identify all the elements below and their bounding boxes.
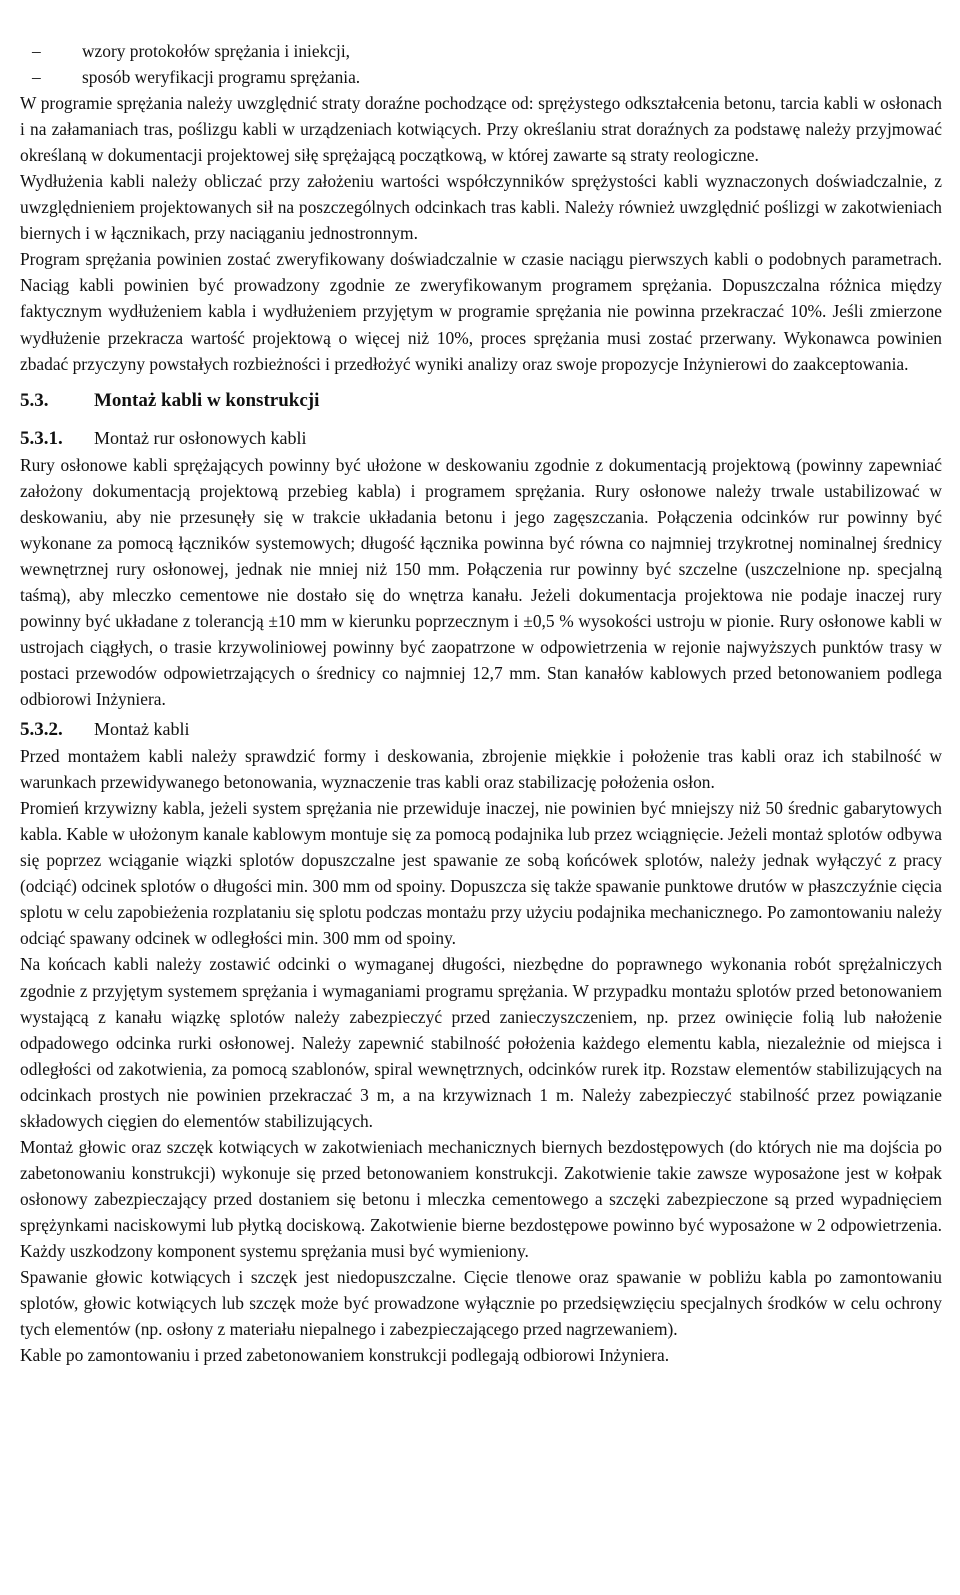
subsection-heading-5-3-2	[20, 716, 942, 743]
bullet-dash-icon: –	[32, 67, 41, 88]
section-number: 5.3.	[20, 389, 49, 411]
bullet-item	[20, 38, 942, 64]
bullet-text: sposób weryfikacji programu sprężania.	[82, 67, 361, 88]
bullet-text: wzory protokołów sprężania i iniekcji,	[82, 41, 351, 61]
paragraph-anchor-heads: Montaż głowic oraz szczęk kotwiących w zakotwieniach mechanicznych biernych bezdostępowych (do których nie ma dojścia po zabetonowaniu konstrukcji) wykonuje się przed betonowaniem konstrukcji. Zakotwienie takie zawsze wyposażone jest w kołpak osłonowy zabezpieczający przed dostaniem się betonu i mleczka cementowego a szczęki zabezpieczone są przed wypadnięciem sprężynkami naciskowymi lub płytką dociskową. Zakotwienie bierne bezdostępowe powinno być wyposażone w 2 odpowietrzenia. Każdy uszkodzony komponent systemu sprężania musi być wymieniony.	[20, 1136, 942, 1261]
subsection-title: Montaż kabli	[94, 719, 190, 740]
paragraph-pre-installation: Przed montażem kabli należy sprawdzić formy i deskowania, zbrojenie miękkie i położenie tras kabli oraz ich stabilność w warunkach przewidywanego betonowania, wyznaczenie tras kabli oraz stabilizację położenia osłon.	[20, 746, 942, 793]
bullet-dash-icon: –	[32, 41, 41, 61]
paragraph-curvature: Promień krzywizny kabla, jeżeli system sprężania nie przewiduje inaczej, nie powinien być mniejszy niż 50 średnic gabarytowych kabla. Kable w ułożonym kanale kablowym montuje się za pomocą podajnika lub przez wciągnięcie. Jeżeli montaż splotów odbywa się poprzez wciąganie wiązki splotów dopuszczalne jest spawanie ze sobą końcówek splotów, należy jednak wyłączyć z pracy (odciąć) odcinek splotów o długości min. 300 mm od spoiny. Dopuszcza się także spawanie punktowe drutów w płaszczyźnie cięcia splotu w celu zapobieżenia rozplataniu się splotu podczas montażu przy użyciu podajnika mechanicznego. Po zamontowaniu należy odciąć spawany odcinek w odległości min. 300 mm od spoiny.	[20, 798, 942, 949]
subsection-title: Montaż rur osłonowych kabli	[94, 427, 307, 448]
section-title: Montaż kabli w konstrukcji	[94, 389, 320, 411]
paragraph-welding: Spawanie głowic kotwiących i szczęk jest niedopuszczalne. Cięcie tlenowe oraz spawanie w pobliżu kabla po zamontowaniu splotów, głowic kotwiących lub szczęk może być prowadzone wyłącznie po przedsięwzięciu specjalnych środków w celu ochrony tych elementów (np. osłony z materiału niepalnego i zabezpieczającego przed nagrzewaniem).	[20, 1267, 942, 1340]
bullet-list	[20, 38, 942, 90]
bullet-item	[20, 64, 942, 90]
paragraph-losses: W programie sprężania należy uwzględnić straty doraźne pochodzące od: sprężystego odkształcenia betonu, tarcia kabli w osłonach i na załamaniach tras, poślizgu kabli w urządzeniach kotwiących. Przy określaniu strat doraźnych za podstawę należy przyjmować określaną w dokumentacji projektowej siłę sprężającą początkową, w której zawarte są straty reologiczne.	[20, 93, 942, 166]
subsection-heading-5-3-1	[20, 425, 942, 452]
subsection-number: 5.3.1.	[20, 427, 63, 449]
paragraph-program-verification: Program sprężania powinien zostać zweryfikowany doświadczalnie w czasie naciągu pierwszych kabli o podobnych parametrach. Naciąg kabli powinien być prowadzony zgodnie ze zweryfikowanym programem sprężania. Dopuszczalna różnica między faktycznym wydłużeniem kabla i wydłużeniem przyjętym w programie sprężania nie powinna przekraczać 10%. Jeśli zmierzone wydłużenie przekracza wartość projektową o więcej niż 10%, proces sprężania musi zostać przerwany. Wykonawca powinien zbadać przyczyny powstałych rozbieżności i przedłożyć wyniki analizy oraz swoje propozycje Inżynierowi do zaakceptowania.	[20, 249, 942, 374]
subsection-number: 5.3.2.	[20, 719, 63, 741]
paragraph-cable-ends: Na końcach kabli należy zostawić odcinki o wymaganej długości, niezbędne do poprawnego wykonania robót sprężalniczych zgodnie z przyjętym systemem sprężania i wymaganiami programu sprężania. W przypadku montażu splotów przed betonowaniem wystającą z kanału wiązkę splotów należy zabezpieczyć przed zanieczyszczeniem, np. przez owinięcie folią lub nałożenie odpadowego odcinka rurki osłonowej. Należy zapewnić stabilność położenia każdego elementu kabla, niezależnie od miejsca i odległości od zakotwienia, za pomocą szablonów, spiral wewnętrznych, odcinków rurek itp. Rozstaw elementów stabilizujących na odcinkach prostych nie powinien przekraczać 3 m, a na krzywiznach 1 m. Należy zabezpieczyć stabilność przez powiązanie składowych cięgien do elementów stabilizujących.	[20, 954, 942, 1131]
paragraph-elongations: Wydłużenia kabli należy obliczać przy założeniu wartości współczynników sprężystości kabli wyznaczonych doświadczalnie, z uwzględnieniem projektowanych sił na poszczególnych odcinkach tras kabli. Należy również uwzględnić poślizgi w zakotwieniach biernych i w łącznikach, przy naciąganiu jednostronnym.	[20, 171, 942, 244]
section-heading-5-3	[20, 387, 942, 415]
paragraph-ducts: Rury osłonowe kabli sprężających powinny być ułożone w deskowaniu zgodnie z dokumentacją projektową (powinny zapewniać założony dokumentacją projektową przebieg kabla) i programem sprężania. Rury osłonowe należy trwale ustabilizować w deskowaniu, aby nie przesunęły się w trakcie układania betonu i jego zagęszczania. Połączenia odcinków rur powinny być wykonane za pomocą łączników systemowych; długość łącznika powinna być równa co najmniej trzykrotnej nominalnej średnicy wewnętrznej rury osłonowej, jednak nie mniej niż 150 mm. Połączenia rur powinny być szczelne (uszczelnione np. specjalną taśmą), aby mleczko cementowe nie dostało się do wnętrza kanału. Jeżeli dokumentacja projektowa nie podaje inaczej rury powinny być układane z tolerancją ±10 mm w kierunku poprzecznym i ±0,5 % wysokości ustroju w pionie. Rury osłonowe kabli w ustrojach ciągłych, o trasie krzywoliniowej powinny być zaopatrzone w odpowietrzenia w rejonie najwyższych punktów trasy w postaci przewodów odpowietrzających o średnicy co najmniej 12,7 mm. Stan kanałów kablowych przed betonowaniem podlega odbiorowi Inżyniera.	[20, 454, 942, 710]
paragraph-acceptance: Kable po zamontowaniu i przed zabetonowaniem konstrukcji podlegają odbiorowi Inżyniera.	[20, 1345, 670, 1366]
